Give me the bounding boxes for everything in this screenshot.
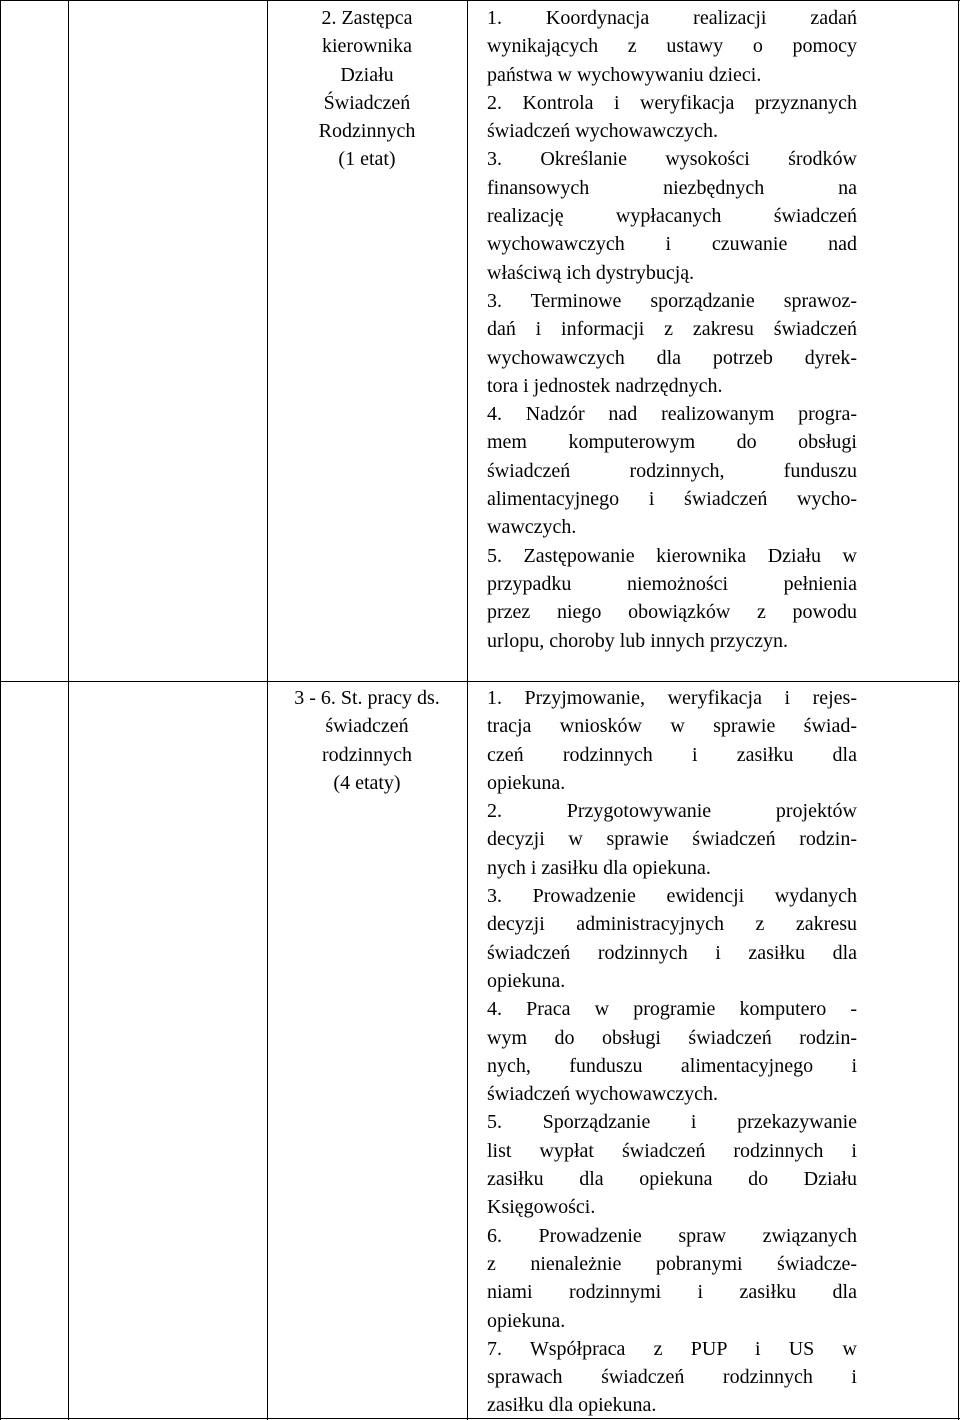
duty-item bbox=[487, 797, 857, 882]
duty-line: 7. Współpraca z PUP i US w bbox=[487, 1337, 857, 1360]
position-title-line: kierownika bbox=[322, 35, 412, 58]
duties-list bbox=[487, 684, 857, 1420]
duty-line: 3. Prowadzenie ewidencji wydanych bbox=[487, 885, 857, 908]
duty-line: opiekuna. bbox=[487, 1309, 566, 1332]
duty-line: finansowych niezbędnych na bbox=[487, 176, 857, 199]
duty-line: 1. Koordynacja realizacji zadań bbox=[487, 7, 857, 29]
duty-line: wynikających z ustawy o pomocy bbox=[487, 35, 857, 58]
duty-line: świadczeń wychowawczych. bbox=[487, 120, 719, 143]
duty-line: tracja wniosków w sprawie świad- bbox=[487, 715, 857, 738]
duty-line: urlopu, choroby lub innych przyczyn. bbox=[487, 629, 789, 652]
duty-line: właściwą ich dystrybucją. bbox=[487, 261, 695, 284]
duty-line: alimentacyjnego i świadczeń wycho- bbox=[487, 488, 857, 511]
position-title-line: świadczeń bbox=[325, 715, 409, 738]
duty-line: opiekuna. bbox=[487, 771, 566, 794]
duty-item bbox=[487, 1222, 857, 1335]
duty-item bbox=[487, 995, 857, 1108]
duty-line: wychowawczych dla potrzeb dyrek- bbox=[487, 346, 857, 369]
position-title-line: Świadczeń bbox=[323, 91, 411, 114]
column-divider bbox=[68, 0, 69, 1420]
position-title-line: Rodzinnych bbox=[318, 120, 416, 143]
duty-line: przypadku niemożności pełnienia bbox=[487, 572, 857, 595]
duty-item bbox=[487, 400, 857, 541]
table-border-right bbox=[958, 0, 959, 1420]
duty-line: Księgowości. bbox=[487, 1196, 596, 1219]
duty-line: 6. Prowadzenie spraw związanych bbox=[487, 1224, 857, 1247]
duty-line: nych, funduszu alimentacyjnego i bbox=[487, 1054, 857, 1077]
duty-item bbox=[487, 1335, 857, 1420]
duty-line: wychowawczych i czuwanie nad bbox=[487, 233, 857, 256]
duty-line: 4. Nadzór nad realizowanym progra- bbox=[487, 403, 857, 426]
duty-line: zasiłku dla opiekuna do Działu bbox=[487, 1168, 857, 1191]
duty-item bbox=[487, 4, 857, 89]
duty-item bbox=[487, 882, 857, 995]
duty-line: decyzji administracyjnych z zakresu bbox=[487, 913, 857, 936]
duty-line: 3. Terminowe sporządzanie sprawoz- bbox=[487, 289, 857, 312]
duty-line: list wypłat świadczeń rodzinnych i bbox=[487, 1139, 857, 1162]
position-title-line: (4 etaty) bbox=[333, 771, 401, 794]
duty-item bbox=[487, 287, 857, 400]
duty-line: państwa w wychowywaniu dzieci. bbox=[487, 63, 762, 86]
duty-item bbox=[487, 542, 857, 655]
duty-line: dań i informacji z zakresu świadczeń bbox=[487, 318, 857, 341]
duty-line: decyzji w sprawie świadczeń rodzin- bbox=[487, 828, 857, 851]
duty-line: sprawach świadczeń rodzinnych i bbox=[487, 1366, 857, 1389]
duty-line: realizację wypłacanych świadczeń bbox=[487, 205, 857, 228]
duty-item bbox=[487, 145, 857, 286]
duty-line: 2. Kontrola i weryfikacja przyznanych bbox=[487, 91, 857, 114]
position-title-line: 2. Zastępca bbox=[321, 7, 413, 29]
duty-item bbox=[487, 89, 857, 146]
duty-line: tora i jednostek nadrzędnych. bbox=[487, 374, 723, 397]
duty-line: 1. Przyjmowanie, weryfikacja i rejes- bbox=[487, 687, 857, 709]
duty-line: świadczeń rodzinnych i zasiłku dla bbox=[487, 941, 857, 964]
duty-line: 2. Przygotowywanie projektów bbox=[487, 800, 857, 823]
position-title-line: Działu bbox=[340, 63, 394, 86]
duty-line: niami rodzinnymi i zasiłku dla bbox=[487, 1281, 857, 1304]
duty-line: czeń rodzinnych i zasiłku dla bbox=[487, 743, 857, 766]
duty-line: z nienależnie pobranymi świadcze- bbox=[487, 1252, 857, 1275]
position-title bbox=[267, 684, 467, 797]
duty-line: 5. Zastępowanie kierownika Działu w bbox=[487, 544, 857, 567]
duty-item bbox=[487, 684, 857, 797]
duty-line: świadczeń rodzinnych, funduszu bbox=[487, 459, 857, 482]
duty-line: wym do obsługi świadczeń rodzin- bbox=[487, 1026, 857, 1049]
position-title-line: rodzinnych bbox=[322, 743, 412, 766]
duty-item bbox=[487, 1108, 857, 1221]
position-title-line: 3 - 6. St. pracy ds. bbox=[294, 687, 440, 709]
duties-list bbox=[487, 4, 857, 655]
row-divider bbox=[0, 681, 960, 682]
duty-line: nych i zasiłku dla opiekuna. bbox=[487, 856, 711, 879]
duty-line: 4. Praca w programie komputero - bbox=[487, 998, 857, 1021]
duty-line: 5. Sporządzanie i przekazywanie bbox=[487, 1111, 857, 1134]
duty-line: wawczych. bbox=[487, 516, 577, 539]
position-title bbox=[267, 4, 467, 174]
row-divider bbox=[0, 0, 960, 1]
table-border-left bbox=[0, 0, 1, 1420]
duty-line: zasiłku dla opiekuna. bbox=[487, 1394, 657, 1417]
column-divider bbox=[467, 0, 468, 1420]
duty-line: mem komputerowym do obsługi bbox=[487, 431, 857, 454]
duty-line: opiekuna. bbox=[487, 969, 566, 992]
duty-line: przez niego obowiązków z powodu bbox=[487, 601, 857, 624]
duty-line: 3. Określanie wysokości środków bbox=[487, 148, 857, 171]
duty-line: świadczeń wychowawczych. bbox=[487, 1083, 719, 1106]
position-title-line: (1 etat) bbox=[338, 148, 396, 171]
